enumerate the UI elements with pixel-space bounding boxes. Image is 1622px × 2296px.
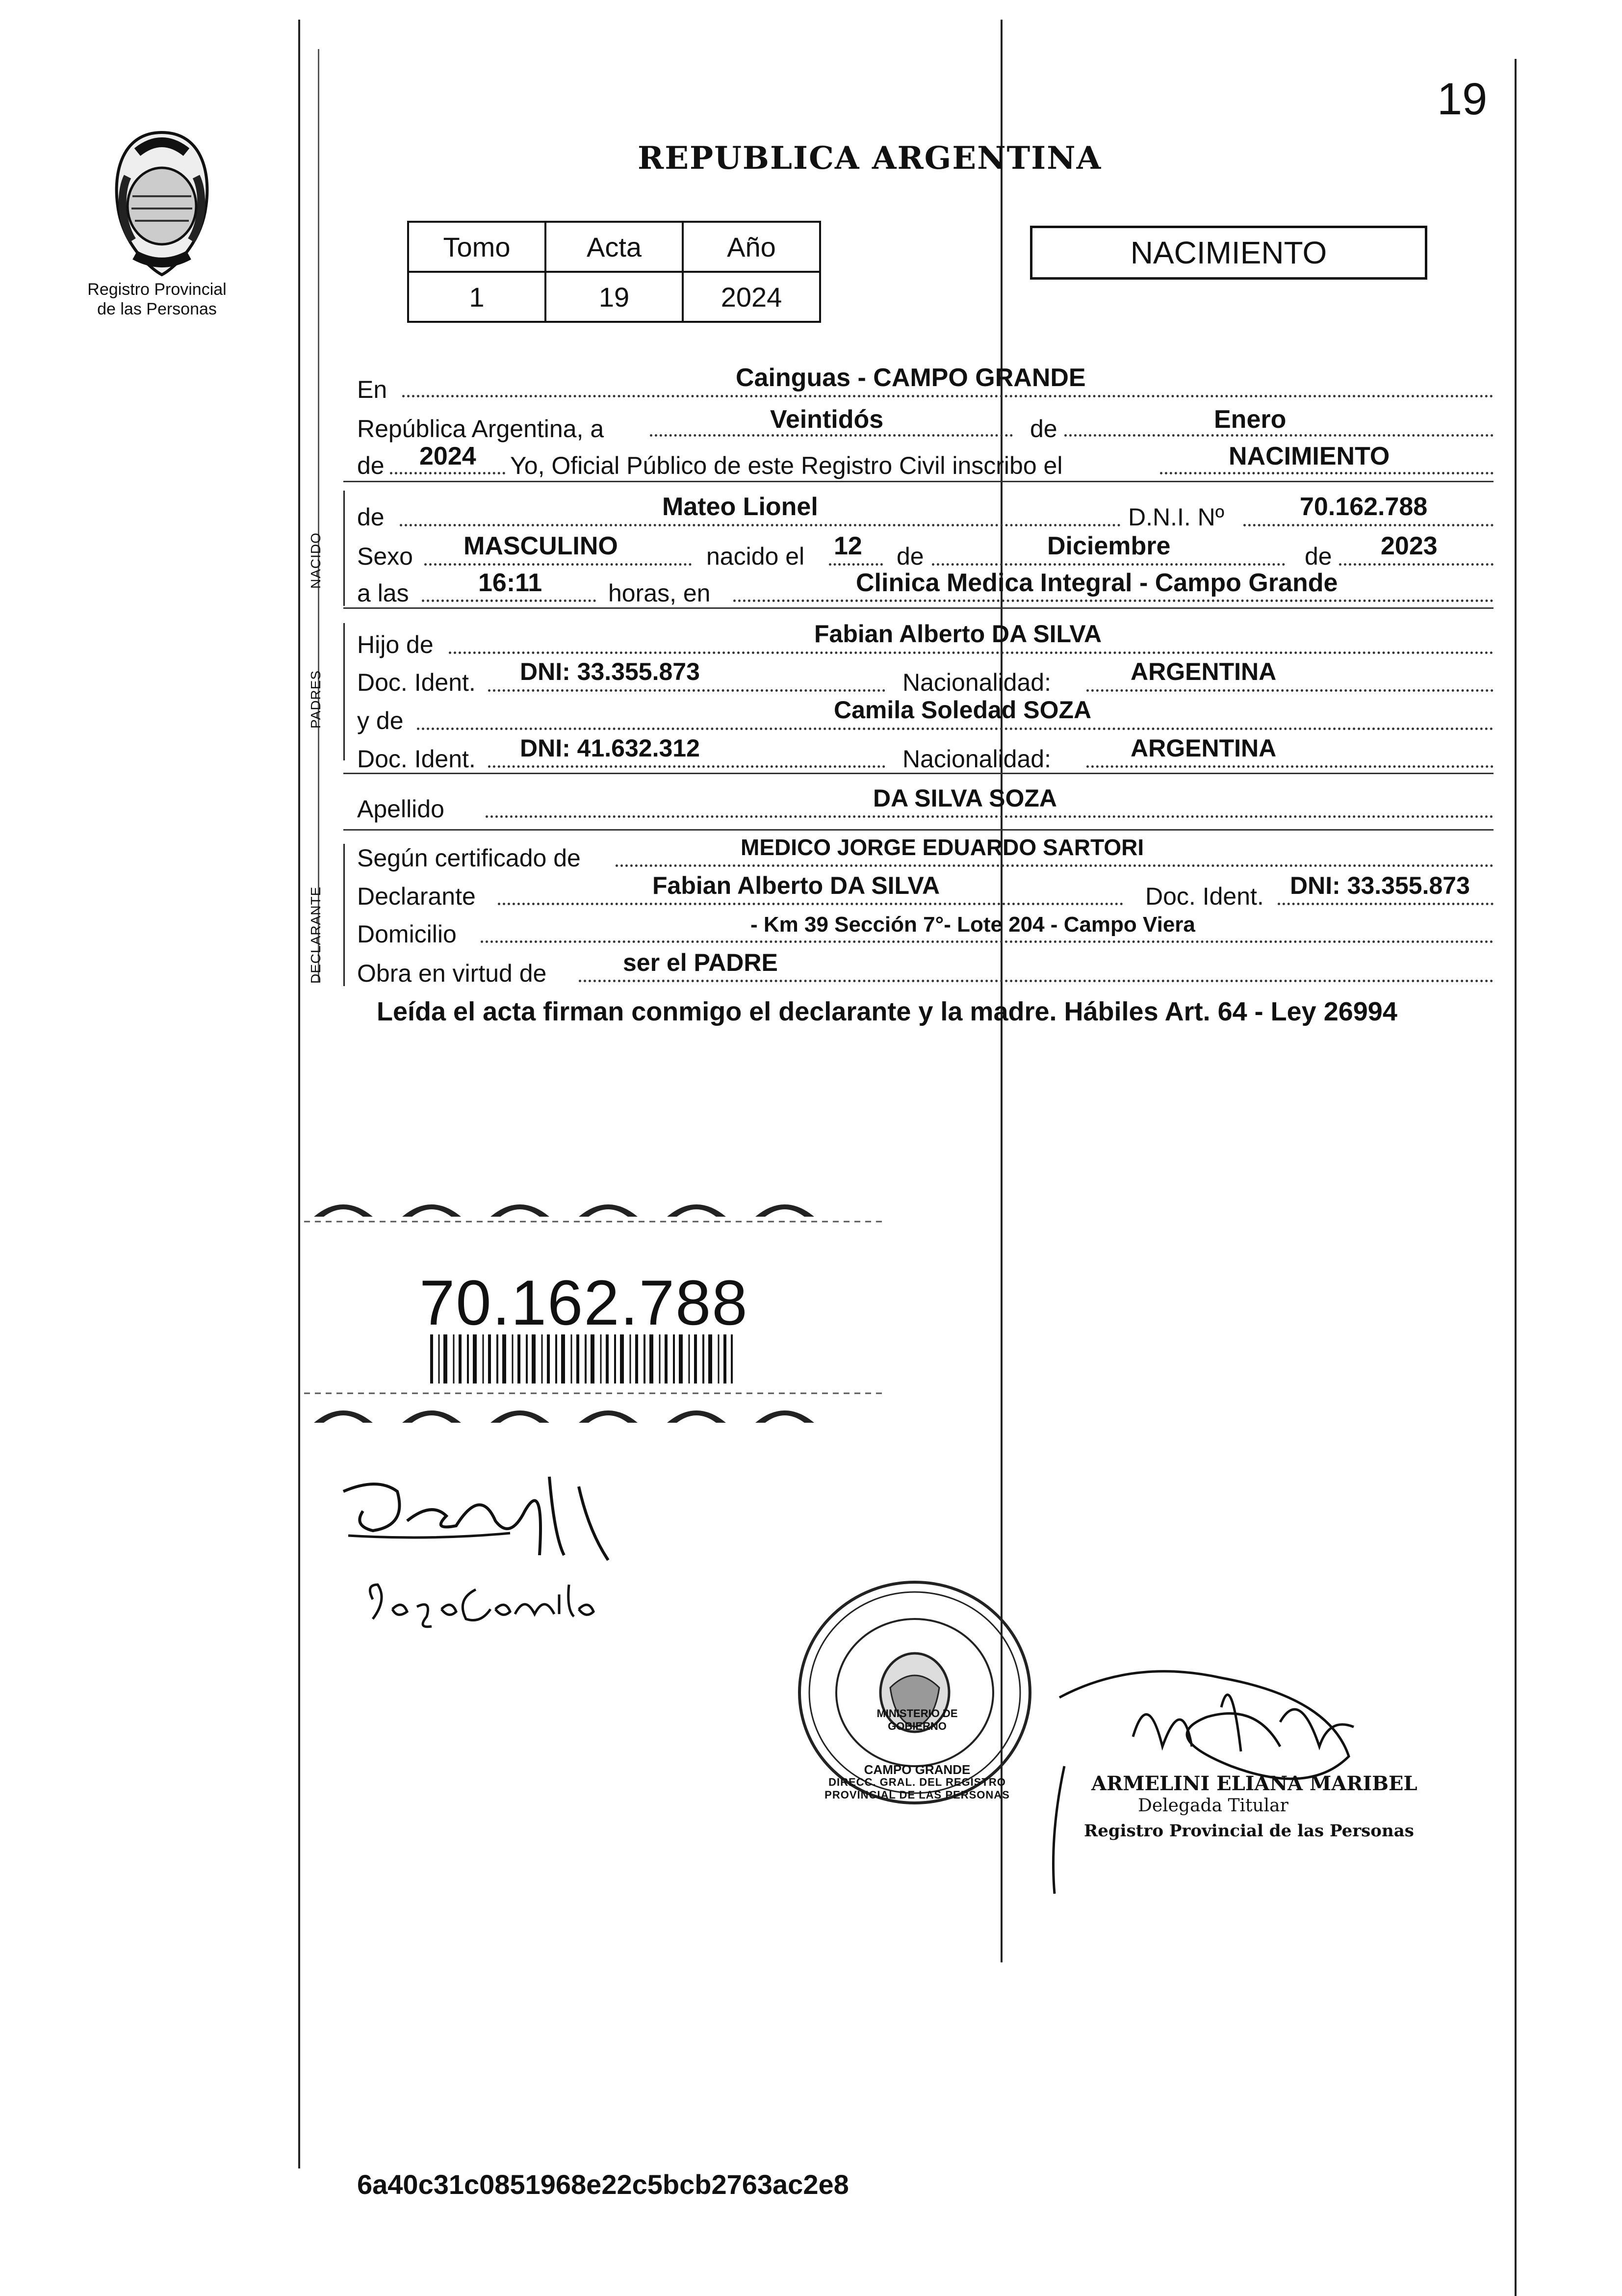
inscribe-value: NACIMIENTO: [1229, 442, 1390, 470]
page-number: 19: [1437, 74, 1488, 124]
mother-doc: DNI: 41.632.312: [520, 734, 700, 762]
nacido-el-label: nacido el: [706, 543, 805, 570]
obra-value: ser el PADRE: [623, 949, 778, 976]
father-doc-label: Doc. Ident.: [357, 669, 476, 696]
closing-text: Leída el acta firman conmigo el declarante y la madre. Hábiles Art. 64 - Ley 26994: [377, 997, 1397, 1026]
mother-name: Camila Soledad SOZA: [834, 696, 1092, 724]
place-dotted-line: [733, 600, 1493, 602]
document-header-title: REPUBLICA ARGENTINA: [638, 140, 1102, 177]
child-sexo: MASCULINO: [463, 532, 618, 560]
en-label: En: [357, 376, 387, 403]
declarante-name: Fabian Alberto DA SILVA: [652, 872, 940, 899]
de-label-year: de: [357, 452, 385, 479]
birth-day: 12: [834, 532, 862, 560]
tomo-value: 1: [408, 272, 545, 322]
section-divider-4: [343, 829, 1493, 831]
section-divider-1: [343, 481, 1493, 482]
tomo-header: Tomo: [408, 222, 545, 272]
month-dotted-line: [1064, 434, 1493, 437]
mother-doc-dotted-line: [488, 765, 885, 768]
father-doc: DNI: 33.355.873: [520, 658, 700, 685]
ano-value: 2024: [683, 272, 820, 322]
birth-month: Diciembre: [1047, 532, 1171, 560]
nacido-de-label: de: [357, 503, 385, 531]
domicilio-label: Domicilio: [357, 920, 457, 948]
logo-caption-line-1: Registro Provincial: [87, 280, 227, 299]
child-name: Mateo Lionel: [662, 493, 818, 521]
father-name: Fabian Alberto DA SILVA: [814, 620, 1102, 648]
birth-year-dotted-line: [1339, 563, 1493, 566]
birth-year: 2023: [1381, 532, 1438, 560]
year-value: 2024: [419, 442, 476, 470]
logo-caption: [74, 280, 240, 319]
side-label-padres: PADRES: [308, 670, 323, 729]
republica-dotted-line: [650, 434, 1013, 437]
time-dotted-line: [422, 600, 596, 602]
birth-day-dotted-line: [829, 563, 883, 566]
father-nationality: ARGENTINA: [1131, 658, 1277, 685]
nacido-bracket: [343, 491, 345, 606]
stamp-outer-text: DIRECC. GRAL. DEL REGISTRO PROVINCIAL DE LAS PERSONAS: [824, 1776, 1010, 1801]
mother-nationality: ARGENTINA: [1131, 734, 1277, 762]
official-office: Registro Provincial de las Personas: [1084, 1821, 1414, 1841]
stamp-bottom-text: CAMPO GRANDE: [864, 1762, 971, 1777]
dni-dotted-line: [1243, 524, 1493, 526]
misiones-coat-of-arms-logo: [93, 123, 231, 282]
mother-dotted-line: [417, 728, 1493, 730]
en-dotted-line: [402, 395, 1493, 397]
hijo-de-label: Hijo de: [357, 631, 434, 658]
section-divider-2: [343, 607, 1493, 609]
a-las-label: a las: [357, 579, 409, 607]
en-value: Cainguas - CAMPO GRANDE: [736, 364, 1086, 392]
birth-de-label-2: de: [1305, 543, 1332, 570]
birth-time: 16:11: [478, 569, 542, 597]
declarant-signature: [334, 1457, 628, 1587]
father-dotted-line: [449, 652, 1493, 654]
left-margin-line: [298, 20, 300, 2168]
sexo-dotted-line: [424, 563, 692, 566]
official-title: Delegada Titular: [1138, 1796, 1288, 1816]
declarante-doc: DNI: 33.355.873: [1290, 872, 1470, 899]
republica-label: República Argentina, a: [357, 415, 604, 443]
ano-header: Año: [683, 222, 820, 272]
name-dotted-line: [400, 524, 1121, 526]
year-dotted-line: [390, 472, 505, 474]
domicilio-value: - Km 39 Sección 7°- Lote 204 - Campo Viera: [750, 913, 1195, 937]
right-margin-line: [1515, 59, 1517, 2296]
child-dni: 70.162.788: [1300, 493, 1428, 521]
acta-value: 19: [545, 272, 683, 322]
apellido-label: Apellido: [357, 795, 444, 823]
domicilio-dotted-line: [481, 940, 1493, 943]
declarante-dotted-line: [498, 903, 1123, 905]
certificado-label: Según certificado de: [357, 844, 581, 872]
apellido-value: DA SILVA SOZA: [873, 784, 1057, 812]
dni-label: D.N.I. Nº: [1128, 503, 1225, 531]
document-type-box: NACIMIENTO: [1030, 226, 1427, 280]
oficial-text: Yo, Oficial Público de este Registro Civil inscribo el: [510, 452, 1063, 479]
document-hash: 6a40c31c0851968e22c5bcb2763ac2e8: [357, 2169, 849, 2200]
mother-signature: [363, 1570, 598, 1636]
obra-label: Obra en virtud de: [357, 960, 547, 987]
tomo-acta-ano-table: [407, 221, 821, 323]
birth-place: Clinica Medica Integral - Campo Grande: [856, 569, 1338, 597]
father-nat-dotted-line: [1086, 689, 1493, 692]
side-label-declarante: DECLARANTE: [308, 886, 323, 984]
obra-dotted-line: [579, 980, 1493, 982]
certificado-dotted-line: [616, 864, 1493, 867]
logo-caption-line-2: de las Personas: [97, 300, 217, 318]
birth-month-dotted-line: [932, 563, 1285, 566]
declarante-doc-dotted-line: [1278, 903, 1493, 905]
de-label-month: de: [1030, 415, 1057, 443]
acta-header: Acta: [545, 222, 683, 272]
declarante-bracket: [343, 844, 345, 986]
section-divider-3: [343, 773, 1493, 774]
stamp-inner-text: MINISTERIO DE GOBIERNO: [876, 1707, 958, 1732]
side-label-nacido: NACIDO: [308, 532, 323, 589]
mother-doc-label: Doc. Ident.: [357, 745, 476, 773]
y-de-label: y de: [357, 707, 404, 734]
sexo-label: Sexo: [357, 543, 413, 570]
mother-nat-dotted-line: [1086, 765, 1493, 768]
horas-label: horas, en: [608, 579, 711, 607]
stamp-text-group: [849, 1707, 986, 1777]
father-doc-dotted-line: [488, 689, 885, 692]
dni-sticker-number: 70.162.788: [419, 1267, 748, 1338]
padres-bracket: [343, 623, 345, 760]
certificado-value: MEDICO JORGE EDUARDO SARTORI: [741, 835, 1144, 860]
apellido-dotted-line: [486, 815, 1493, 818]
mother-nacionalidad-label: Nacionalidad:: [902, 745, 1051, 773]
declarante-doc-label: Doc. Ident.: [1145, 883, 1264, 910]
left-margin-line-2: [318, 49, 319, 981]
month-text: Enero: [1214, 405, 1287, 434]
father-nacionalidad-label: Nacionalidad:: [902, 669, 1051, 696]
official-name: ARMELINI ELIANA MARIBEL: [1091, 1772, 1417, 1795]
inscribe-dotted-line: [1160, 472, 1493, 474]
declarante-label: Declarante: [357, 883, 476, 910]
day-text: Veintidós: [770, 405, 884, 434]
birth-de-label: de: [897, 543, 924, 570]
